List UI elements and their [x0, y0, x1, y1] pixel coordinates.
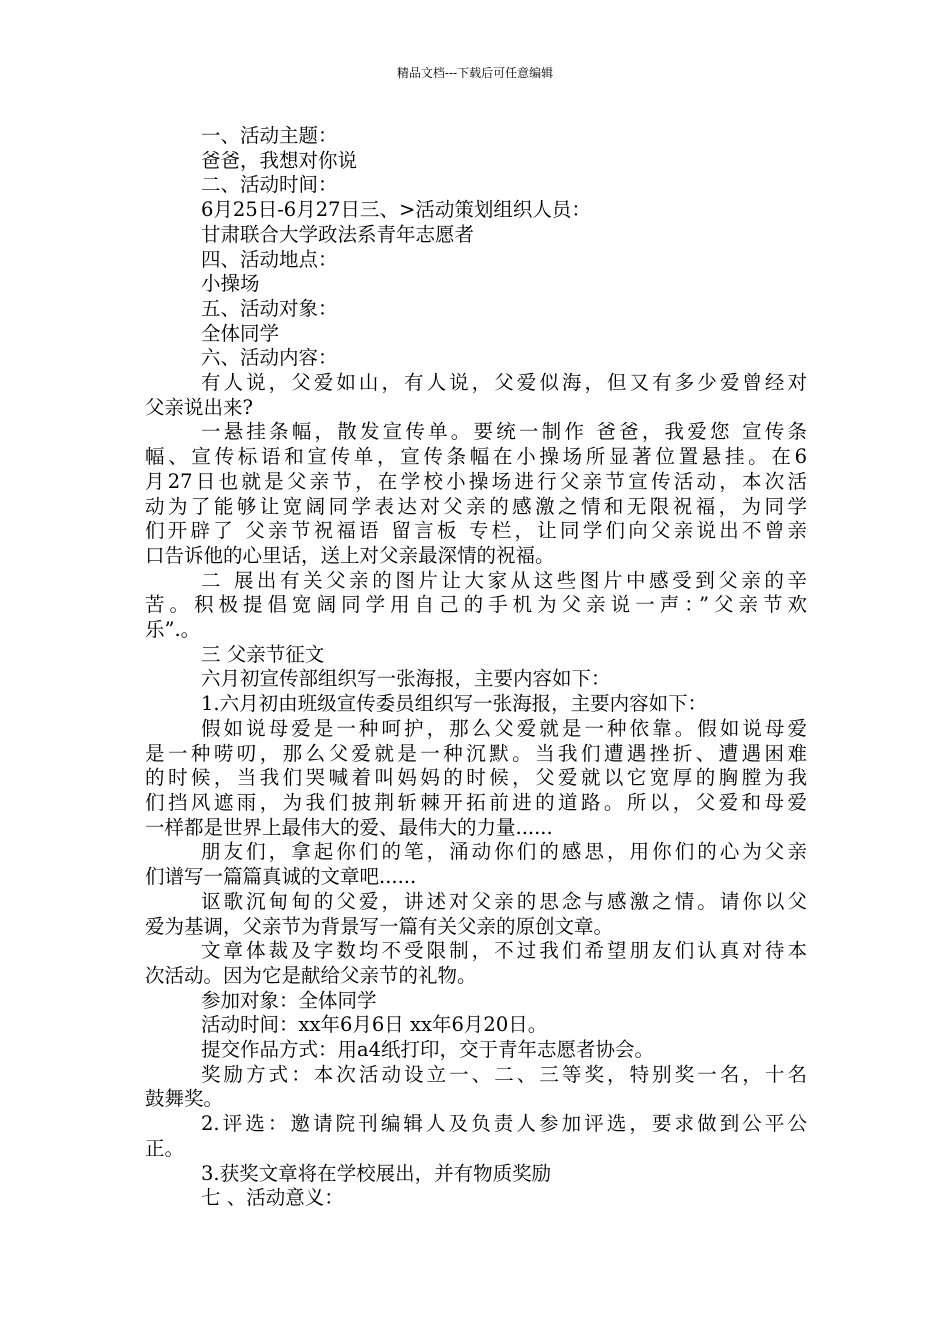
text-line: 们谱写一篇篇真诚的文章吧......	[145, 865, 417, 889]
text-line: 们开辟了 父亲节祝福语 留言板 专栏，让同学们向父亲说出不曾亲	[145, 519, 807, 543]
text-line: 1.六月初由班级宣传委员组织写一张海报，主要内容如下：	[201, 692, 708, 716]
text-line: 活动时间：xx年6月6日 xx年6月20日。	[201, 1013, 548, 1037]
text-line: 爱为基调，父亲节为背景写一篇有关父亲的原创文章。	[145, 914, 614, 938]
text-line: 七 、活动意义：	[201, 1186, 344, 1210]
text-line: 口告诉他的心里话，送上对父亲最深情的祝福。	[145, 543, 555, 567]
text-line: 全体同学	[201, 321, 280, 345]
text-line: 3.获奖文章将在学校展出，并有物质奖励	[201, 1161, 552, 1185]
text-line: 参加对象：全体同学	[201, 988, 377, 1012]
text-line: 次活动。因为它是献给父亲节的礼物。	[145, 963, 477, 987]
page-header: 精品文档---下载后可任意编辑	[396, 66, 554, 80]
text-line: 一悬挂条幅，散发宣传单。要统一制作 爸爸，我爱您 宣传条	[201, 420, 807, 444]
text-line: 甘肃联合大学政法系青年志愿者	[201, 222, 475, 246]
text-line: 假如说母爱是一种呵护，那么父爱就是一种依靠。假如说母爱	[201, 716, 807, 740]
text-line: 父亲说出来?	[145, 395, 253, 419]
text-line: 乐”.。	[145, 618, 201, 642]
text-line: 的时候，当我们哭喊着叫妈妈的时候，父爱就以它宽厚的胸膛为我	[145, 766, 807, 790]
text-line: 六、活动内容：	[201, 346, 338, 370]
text-line: 动为了能够让宽阔同学表达对父亲的感激之情和无限祝福，为同学	[145, 494, 807, 518]
text-line: 2.评选：邀请院刊编辑人及负责人参加评选，要求做到公平公	[201, 1112, 807, 1136]
text-line: 讴歌沉甸甸的父爱，讲述对父亲的思念与感激之情。请你以父	[201, 889, 807, 913]
text-line: 爸爸，我想对你说	[201, 148, 358, 172]
text-line: 四、活动地点：	[201, 247, 338, 271]
text-line: 一样都是世界上最伟大的爱、最伟大的力量......	[145, 815, 553, 839]
text-line: 苦。积极提倡宽阔同学用自己的手机为父亲说一声：”父亲节欢	[145, 593, 807, 617]
text-line: 文章体裁及字数均不受限制，不过我们希望朋友们认真对待本	[201, 939, 807, 963]
text-line: 幅、宣传标语和宣传单，宣传条幅在小操场所显著位置悬挂。在6	[145, 445, 807, 469]
text-line: 六月初宣传部组织写一张海报，主要内容如下：	[201, 667, 611, 691]
document-body	[145, 124, 807, 1211]
text-line: 正。	[145, 1136, 185, 1160]
text-line: 是一种唠叨，那么父爱就是一种沉默。当我们遭遇挫折、遭遇困难	[145, 741, 807, 765]
text-line: 小操场	[201, 272, 260, 296]
text-line: 朋友们，拿起你们的笔，涌动你们的感思，用你们的心为父亲	[201, 840, 807, 864]
text-line: 们挡风遮雨，为我们披荆斩棘开拓前进的道路。所以，父爱和母爱	[145, 790, 807, 814]
text-line: 二 展出有关父亲的图片让大家从这些图片中感受到父亲的辛	[201, 568, 807, 592]
text-line: 月27日也就是父亲节，在学校小操场进行父亲节宣传活动，本次活	[145, 469, 807, 493]
text-line: 6月25日-6月27日三、>活动策划组织人员：	[201, 198, 591, 222]
text-line: 三 父亲节征文	[201, 642, 325, 666]
text-line: 一、活动主题：	[201, 124, 338, 147]
text-line: 奖励方式：本次活动设立一、二、三等奖，特别奖一名，十名	[201, 1062, 807, 1086]
text-line: 鼓舞奖。	[145, 1087, 224, 1111]
text-line: 提交作品方式：用a4纸打印，交于青年志愿者协会。	[201, 1038, 655, 1062]
text-line: 有人说，父爱如山，有人说，父爱似海，但又有多少爱曾经对	[201, 371, 807, 395]
text-line: 五、活动对象：	[201, 296, 338, 320]
text-line: 二、活动时间：	[201, 173, 338, 197]
